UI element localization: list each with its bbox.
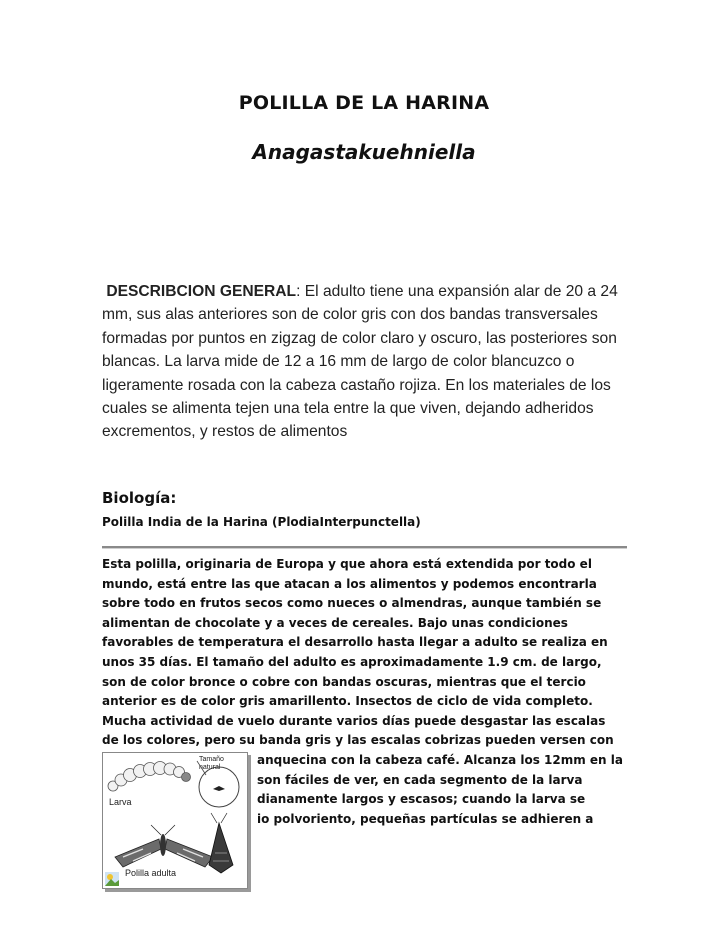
adult-moth-drawing xyxy=(115,825,213,867)
body-line: Mucha actividad de vuelo durante varios días puede desgastar las escalas xyxy=(102,713,606,728)
larva-drawing xyxy=(108,762,191,792)
moth-illustration xyxy=(102,752,248,889)
document-title: POLILLA DE LA HARINA xyxy=(238,92,490,114)
resting-moth-drawing xyxy=(209,813,233,873)
description-label: DESCRIBCION GENERAL xyxy=(106,283,297,300)
embedded-object-icon xyxy=(105,872,119,886)
body-line: io polvoriento, pequeñas partículas se adhieren a xyxy=(257,811,594,826)
body-line: unos 35 días. El tamaño del adulto es aproximadamente 1.9 cm. de largo, xyxy=(102,654,602,669)
body-line: anquecina con la cabeza café. Alcanza los 12mm en la xyxy=(257,752,623,767)
general-description xyxy=(102,280,632,444)
biology-heading: Biología: xyxy=(102,489,177,507)
body-line: Esta polilla, originaria de Europa y que ahora está extendida por todo el xyxy=(102,557,592,571)
body-line: alimentan de chocolate y a veces de cereales. Bajo unas condiciones xyxy=(102,615,568,630)
biology-subheading: Polilla India de la Harina (PlodiaInterpunctella) xyxy=(102,515,421,529)
body-line: dianamente largos y escasos; cuando la larva se xyxy=(257,792,586,807)
description-text: : El adulto tiene una expansión alar de 20 a 24 mm, sus alas anteriores son de color gris con dos bandas transversales formadas por puntos en zigzag de color claro y oscuro, las posteriores son blancas. La larva mide de 12 a 16 mm de largo de color blancuzco o ligeramente rosada con la cabeza castaño rojiza. En los materiales de los cuales se alimenta tejen una tela entre la que viven, dejando adheridos excrementos, y restos de alimentos xyxy=(102,283,618,441)
body-line: son fáciles de ver, en cada segmento de la larva xyxy=(257,772,583,787)
adult-moth-label: Polilla adulta xyxy=(125,868,177,878)
body-line: sobre todo en frutos secos como nueces o almendras, aunque también se xyxy=(102,596,602,611)
document-subtitle: Anagastakuehniella xyxy=(252,140,476,164)
body-line: de los colores, pero su banda gris y las escalas cobrizas pueden versen con xyxy=(102,733,614,748)
body-line: anterior es de color gris amarillento. Insectos de ciclo de vida completo. xyxy=(102,694,593,709)
body-line: mundo, está entre las que atacan a los alimentos y podemos encontrarla xyxy=(102,576,597,591)
natural-size-label: Tamaño natural xyxy=(199,756,224,771)
section-divider xyxy=(102,546,627,549)
body-line: son de color bronce o cobre con bandas oscuras, mientras que el tercio xyxy=(102,674,586,689)
body-line: favorables de temperatura el desarrollo hasta llegar a adulto se realiza en xyxy=(102,635,608,650)
larva-label: Larva xyxy=(109,797,132,807)
